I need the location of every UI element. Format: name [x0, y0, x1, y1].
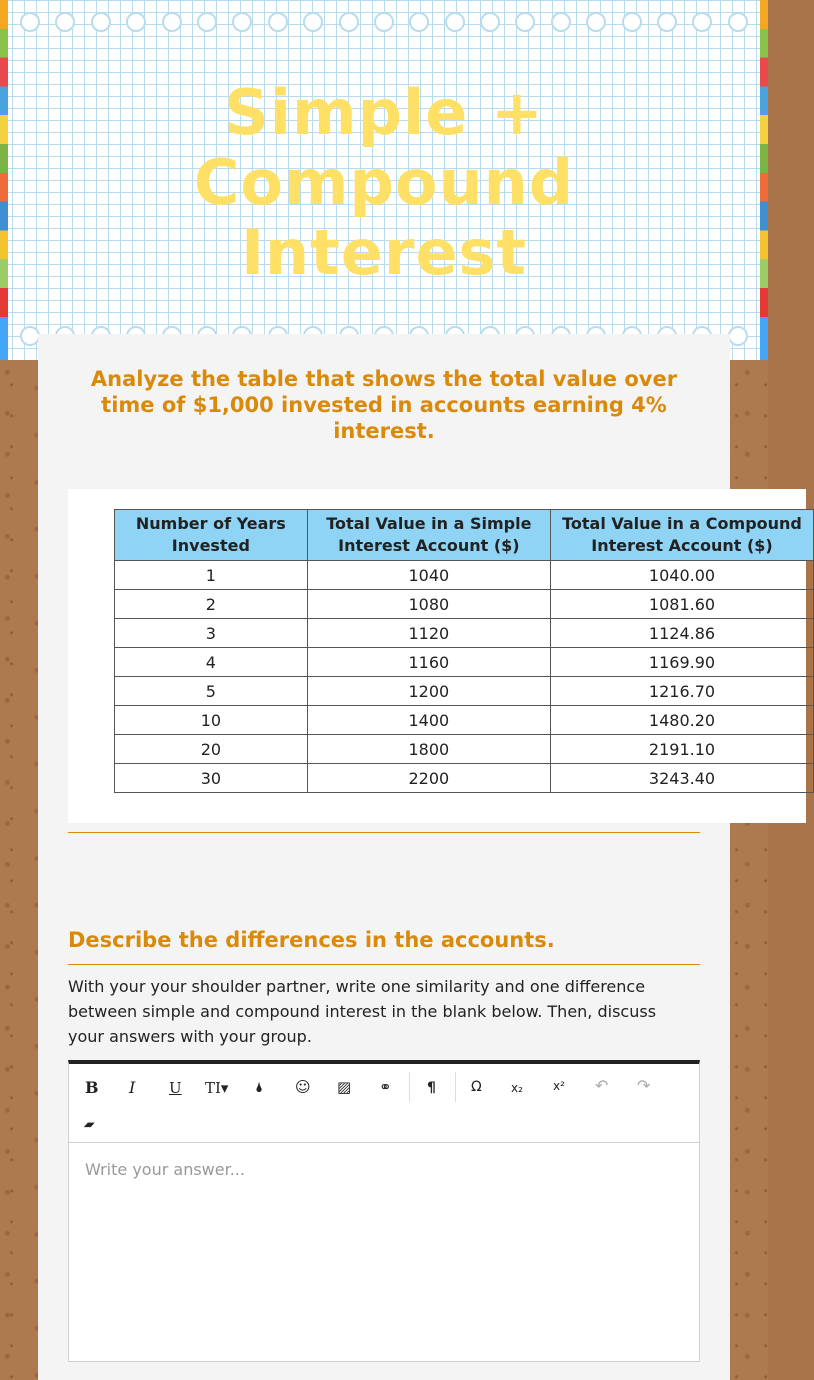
- header-compound: Total Value in a Compound Interest Account ($): [550, 510, 813, 561]
- special-characters-icon[interactable]: Ω: [471, 1079, 482, 1095]
- link-icon[interactable]: ⚭: [379, 1078, 392, 1096]
- redo-icon[interactable]: ↷: [637, 1076, 651, 1095]
- eraser-icon[interactable]: ▰: [82, 1117, 97, 1131]
- instructions-text: With your your shoulder partner, write one similarity and one difference between simple and compound interest in the blank below. Then, discuss your answers with your group.: [68, 977, 657, 1046]
- editor-toolbar: [69, 1064, 699, 1143]
- superscript-icon[interactable]: x²: [553, 1079, 565, 1093]
- table-row: 20 1800 2191.10: [115, 735, 814, 764]
- worksheet-card: [38, 334, 802, 1380]
- intro-heading: Analyze the table that shows the total value over time of $1,000 invested in accounts earning 4% interest.: [90, 367, 678, 443]
- interest-table: [114, 509, 814, 793]
- table-row: 3 1120 1124.86: [115, 619, 814, 648]
- underline-button[interactable]: U: [169, 1079, 182, 1097]
- table-row: 1 1040 1040.00: [115, 561, 814, 590]
- notebook-holes-top: [20, 12, 748, 32]
- header-years: Number of Years Invested: [115, 510, 308, 561]
- section-title-underline: [68, 964, 700, 965]
- italic-button[interactable]: I: [129, 1078, 136, 1097]
- table-row: 30 2200 3243.40: [115, 764, 814, 793]
- toolbar-separator: [409, 1072, 410, 1102]
- section-title: Describe the differences in the accounts.: [68, 928, 555, 952]
- table-row: 10 1400 1480.20: [115, 706, 814, 735]
- text-size-dropdown[interactable]: TI▾: [205, 1079, 229, 1097]
- table-row: 4 1160 1169.90: [115, 648, 814, 677]
- answer-editor: [68, 1060, 700, 1362]
- bold-button[interactable]: B: [85, 1078, 99, 1097]
- section-divider: [68, 832, 700, 833]
- answer-input[interactable]: Write your answer...: [85, 1160, 245, 1179]
- table-row: 2 1080 1081.60: [115, 590, 814, 619]
- header-banner: [0, 0, 768, 360]
- table-image-panel: [68, 489, 806, 823]
- subscript-icon[interactable]: x₂: [511, 1081, 523, 1095]
- table-header-row: [115, 510, 814, 561]
- paragraph-direction-icon[interactable]: ¶: [427, 1080, 436, 1096]
- text-color-icon[interactable]: 🌢: [255, 1080, 264, 1096]
- toolbar-separator: [455, 1072, 456, 1102]
- image-icon[interactable]: ▨: [337, 1078, 352, 1096]
- page-title: Simple + Compound Interest: [193, 76, 575, 289]
- header-simple: Total Value in a Simple Interest Account ($): [307, 510, 550, 561]
- emoji-icon[interactable]: ☺: [295, 1078, 311, 1096]
- undo-icon[interactable]: ↶: [595, 1076, 609, 1095]
- table-row: 5 1200 1216.70: [115, 677, 814, 706]
